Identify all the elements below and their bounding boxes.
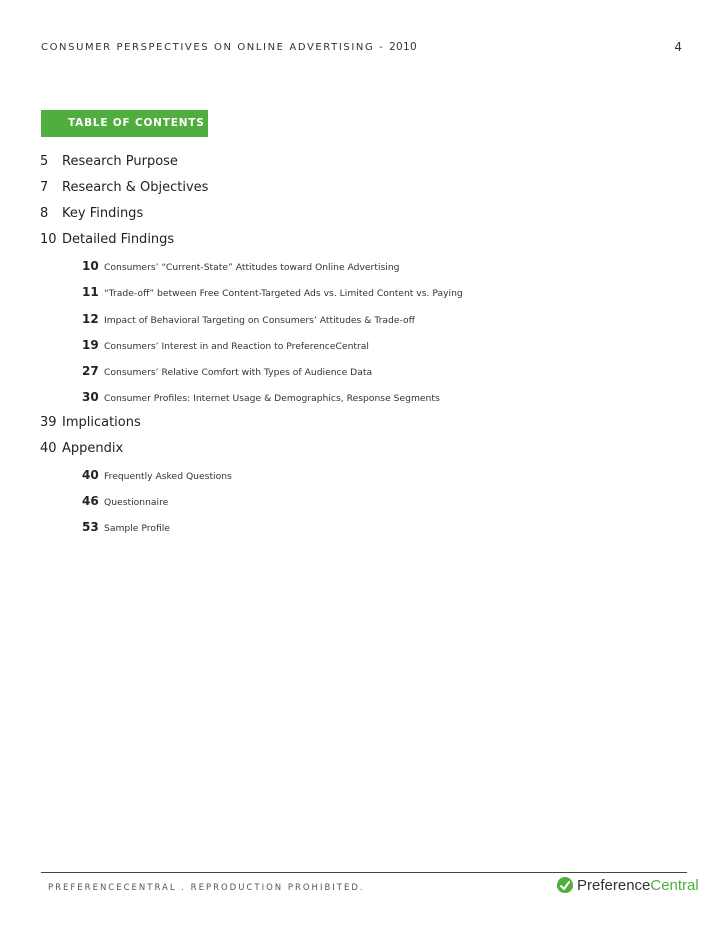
- toc-sub-page-number: 46: [82, 494, 99, 508]
- toc-sub-label: Questionnaire: [104, 497, 169, 508]
- document-year: 2010: [389, 41, 417, 53]
- page-number: 4: [674, 40, 682, 54]
- toc-page-number: 7: [40, 180, 49, 195]
- toc-page-number: 10: [40, 232, 57, 247]
- footer-notice: PREFERENCECENTRAL . REPRODUCTION PROHIBITED.: [48, 883, 365, 893]
- toc-subentry[interactable]: [82, 468, 232, 482]
- logo-text-preference: Preference: [577, 876, 651, 894]
- toc-sub-page-number: 19: [82, 338, 99, 352]
- toc-page-number: 39: [40, 415, 57, 430]
- toc-entry-detailed-findings[interactable]: [40, 232, 174, 247]
- toc-sub-page-number: 53: [82, 520, 99, 534]
- toc-sub-page-number: 40: [82, 468, 99, 482]
- toc-entry-label: Appendix: [62, 441, 124, 456]
- toc-sub-page-number: 11: [82, 285, 99, 299]
- toc-entry-label: Research Purpose: [62, 154, 178, 169]
- toc-subentry[interactable]: [82, 338, 369, 352]
- toc-page-number: 40: [40, 441, 57, 456]
- toc-entry-key-findings[interactable]: [40, 206, 143, 221]
- footer-divider: [41, 872, 687, 873]
- toc-entry-label: Key Findings: [62, 206, 144, 221]
- toc-entry-research-objectives[interactable]: [40, 180, 208, 195]
- toc-subentry[interactable]: [82, 312, 415, 326]
- toc-entry-label: Detailed Findings: [62, 232, 175, 247]
- toc-entry-label: Research & Objectives: [62, 180, 209, 195]
- toc-sub-label: Consumers’ Relative Comfort with Types of Audience Data: [104, 367, 373, 378]
- toc-entry-appendix[interactable]: [40, 441, 123, 456]
- toc-sub-page-number: 30: [82, 390, 99, 404]
- toc-sub-label: Sample Profile: [104, 523, 170, 534]
- toc-sub-label: Consumer Profiles: Internet Usage & Demographics, Response Segments: [104, 393, 440, 404]
- toc-page-number: 5: [40, 154, 49, 169]
- toc-sub-page-number: 12: [82, 312, 99, 326]
- toc-entry-implications[interactable]: [40, 415, 141, 430]
- toc-subentry[interactable]: [82, 364, 372, 378]
- toc-subentry[interactable]: [82, 390, 440, 404]
- toc-sub-label: Frequently Asked Questions: [104, 471, 232, 482]
- leaf-logo-icon: [556, 876, 574, 894]
- toc-subentry[interactable]: [82, 285, 463, 299]
- logo-text-central: Central: [650, 876, 699, 894]
- toc-heading: TABLE OF CONTENTS: [41, 110, 208, 137]
- toc-subentry[interactable]: [82, 494, 168, 508]
- toc-entry-research-purpose[interactable]: [40, 154, 178, 169]
- toc-page-number: 8: [40, 206, 49, 221]
- toc-sub-page-number: 10: [82, 259, 99, 273]
- toc-sub-label: Impact of Behavioral Targeting on Consumers’ Attitudes & Trade-off: [104, 315, 415, 326]
- toc-subentry[interactable]: [82, 259, 400, 273]
- toc-sub-label: “Trade-off” between Free Content-Targeted Ads vs. Limited Content vs. Paying: [104, 288, 463, 299]
- document-title: [41, 41, 417, 53]
- toc-sub-label: Consumers’ Interest in and Reaction to PreferenceCentral: [104, 341, 369, 352]
- toc-sub-label: Consumers’ “Current-State” Attitudes toward Online Advertising: [104, 262, 400, 273]
- preferencecentral-logo: [556, 876, 699, 894]
- document-title-text: CONSUMER PERSPECTIVES ON ONLINE ADVERTISING -: [41, 42, 390, 53]
- toc-subentry[interactable]: [82, 520, 170, 534]
- toc-entry-label: Implications: [62, 415, 141, 430]
- toc-sub-page-number: 27: [82, 364, 99, 378]
